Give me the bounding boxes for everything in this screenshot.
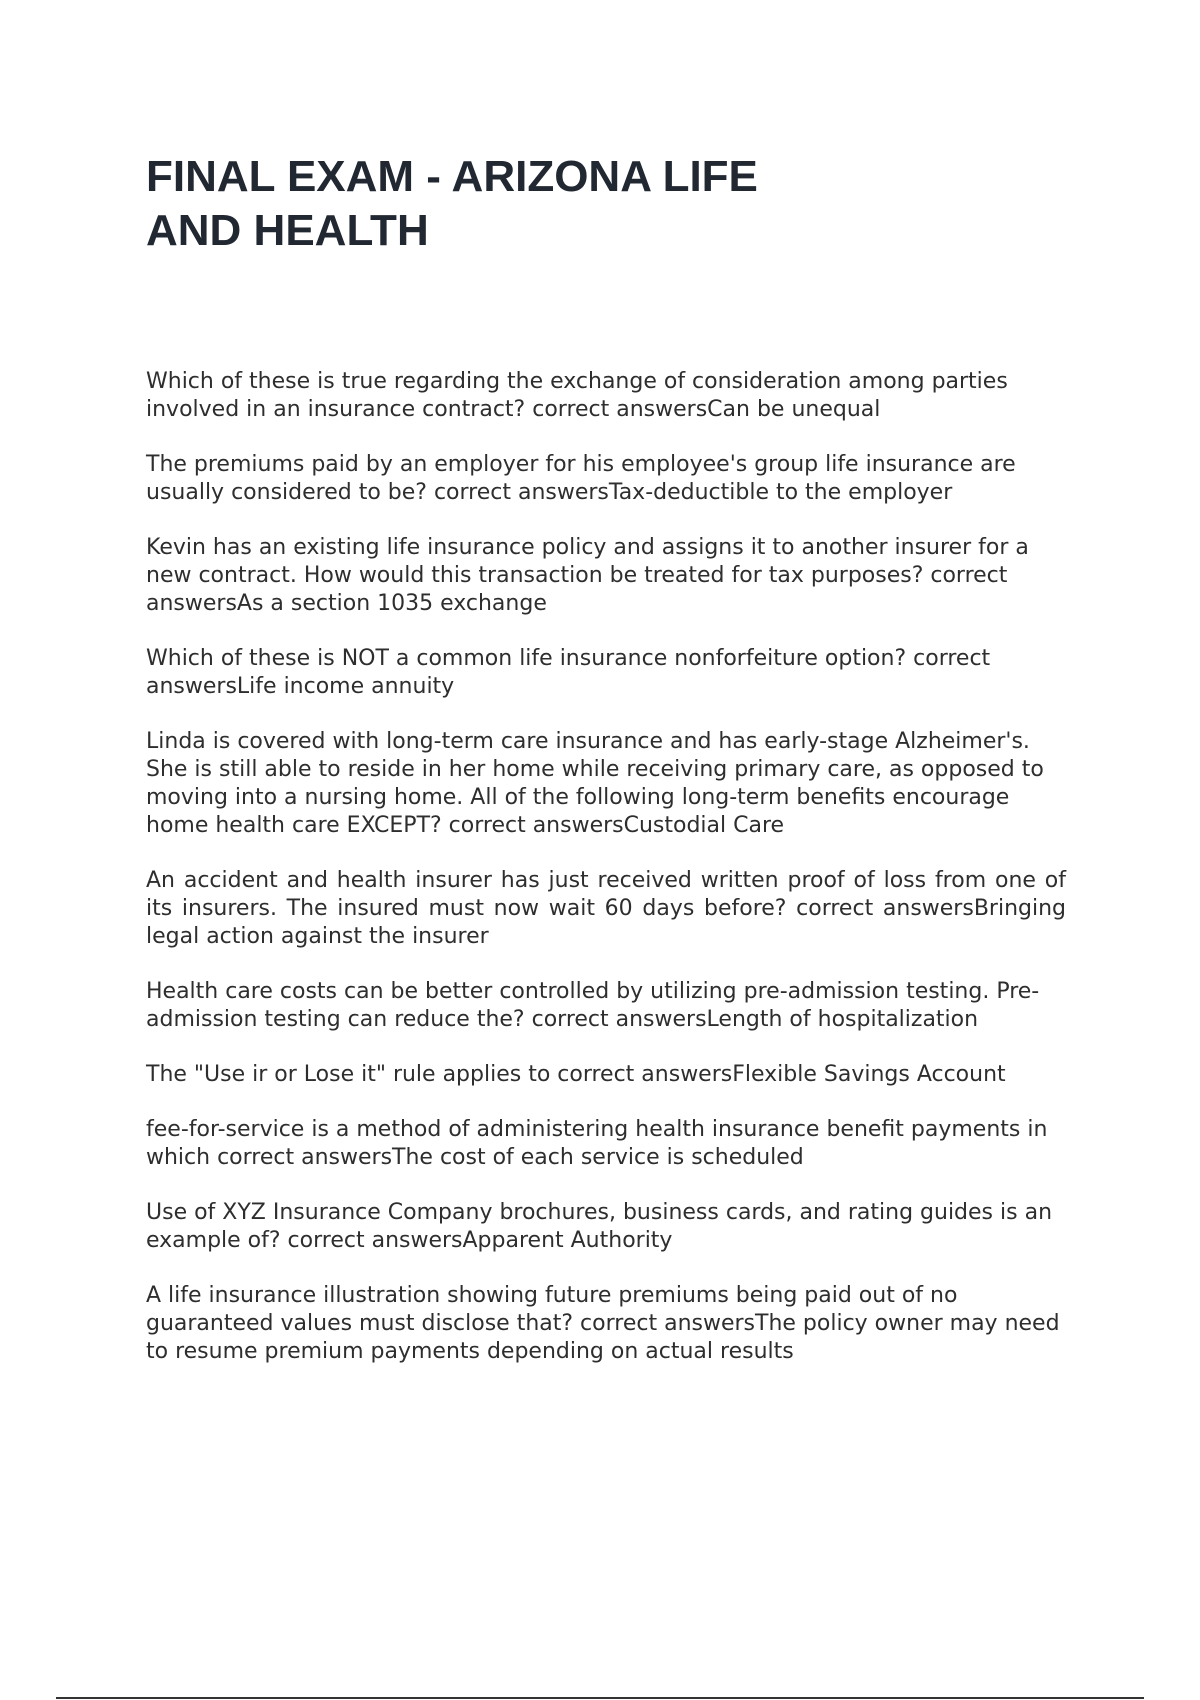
qa-item-1: Which of these is true regarding the exchange of consideration among parties involved in an insurance contract? correct answersCan be unequal <box>146 369 1008 422</box>
footer-divider <box>56 1697 1144 1699</box>
qa-item-7: Health care costs can be better controlled by utilizing pre-admission testing. Pre- admission testing can reduce the? correct answersLength of hospitalization <box>146 979 1040 1032</box>
qa-item-11: A life insurance illustration showing future premiums being paid out of no guaranteed values must disclose that? correct answersThe policy owner may need to resume premium payments depending on actual results <box>146 1283 1060 1364</box>
document-title-line-2: AND HEALTH <box>146 206 429 255</box>
qa-item-2: The premiums paid by an employer for his employee's group life insurance are usually considered to be? correct answersTax-deductible to the employer <box>146 452 1016 505</box>
qa-item-8: The "Use ir or Lose it" rule applies to correct answersFlexible Savings Account <box>146 1062 1006 1087</box>
document-title <box>146 150 906 258</box>
qa-item-9: fee-for-service is a method of administering health insurance benefit payments in which correct answersThe cost of each service is scheduled <box>146 1117 1048 1170</box>
document-title-line-1: FINAL EXAM - ARIZONA LIFE <box>146 152 758 201</box>
question-answer-list <box>146 368 1066 1393</box>
qa-item-5: Linda is covered with long-term care insurance and has early-stage Alzheimer's. She is still able to reside in her home while receiving primary care, as opposed to moving into a nursing home. All of the following long-term benefits encourage home health care EXCEPT? correct answersCustodial Care <box>146 729 1044 838</box>
qa-item-10: Use of XYZ Insurance Company brochures, business cards, and rating guides is an example of? correct answersApparent Authority <box>146 1200 1053 1253</box>
qa-item-3: Kevin has an existing life insurance policy and assigns it to another insurer for a new contract. How would this transaction be treated for tax purposes? correct answersAs a section 1035 exchange <box>146 535 1029 616</box>
qa-item-6: An accident and health insurer has just received written proof of loss from one of its insurers. The insured must now wait 60 days before? correct answersBringing legal action against the insurer <box>146 868 1066 949</box>
qa-item-4: Which of these is NOT a common life insurance nonforfeiture option? correct answersLife income annuity <box>146 646 991 699</box>
